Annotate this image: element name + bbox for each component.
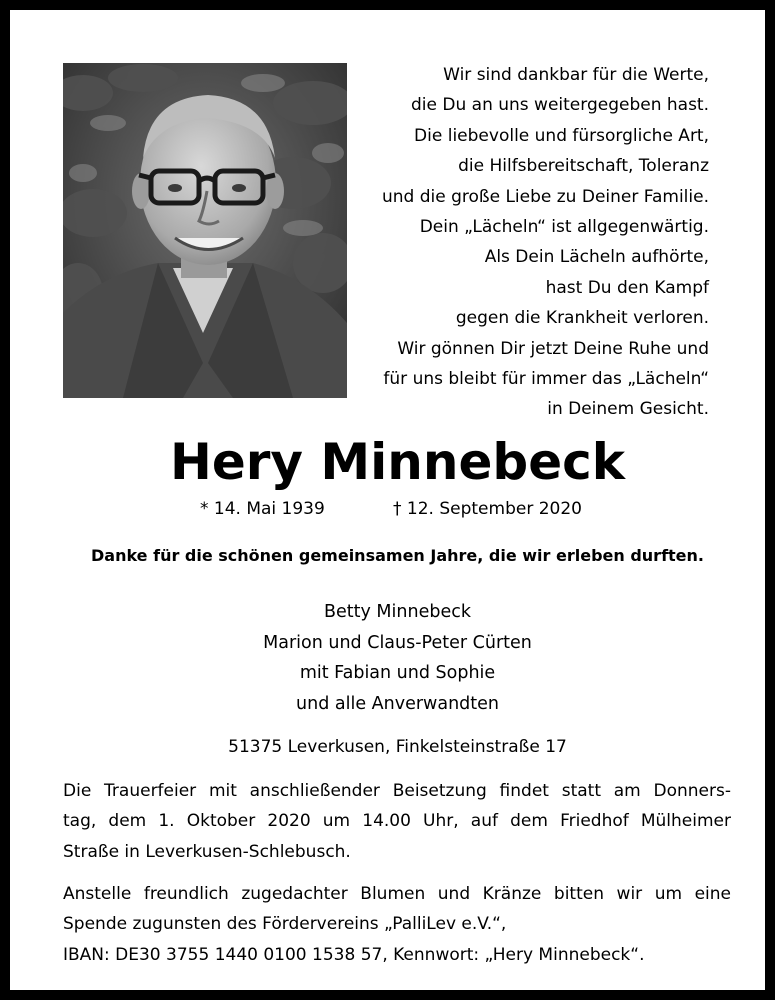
death-date: † 12. September 2020 [393,499,582,519]
poem-line: in Deinem Gesicht. [547,399,709,420]
poem [349,60,709,425]
family-line: Betty Minnebeck [324,602,471,622]
poem-line: Als Dein Lächeln aufhörte, [484,247,709,268]
poem-line: Wir gönnen Dir jetzt Deine Ruhe und [397,338,709,359]
deceased-name: Hery Minnebeck [169,433,625,491]
donation-info [63,879,731,970]
thanks-line: Danke für die schönen gemeinsamen Jahre, die wir erleben durften. [91,546,704,565]
ceremony-line: Die Trauerfeier mit anschließender Beisetzung findet statt am Donners- [63,781,731,801]
address: 51375 Leverkusen, Finkelsteinstraße 17 [228,737,567,757]
birth-date: * 14. Mai 1939 [200,499,325,519]
poem-line: die Hilfsbereitschaft, Toleranz [458,156,709,177]
donation-line: Spende zugunsten des Fördervereins „PalliLev e.V.“, [63,914,507,935]
family-line: mit Fabian und Sophie [299,663,496,683]
poem-line: Die liebevolle und fürsorgliche Art, [414,125,709,146]
ceremony-line: Straße in Leverkusen-Schlebusch. [63,841,351,862]
poem-line: Dein „Lächeln“ ist allgegenwärtig. [419,216,709,237]
donation-line: IBAN: DE30 3755 1440 0100 1538 57, Kennwort: „Hery Minnebeck“. [63,944,645,965]
ceremony-line: tag, dem 1. Oktober 2020 um 14.00 Uhr, auf dem Friedhof Mülheimer [63,811,731,832]
poem-line: hast Du den Kampf [545,277,709,298]
donation-line: Anstelle freundlich zugedachter Blumen und Kränze bitten wir um eine [63,884,731,904]
poem-line: die Du an uns weitergegeben hast. [411,95,709,116]
family-names [10,597,775,719]
family-line: Marion und Claus-Peter Cürten [263,632,532,653]
portrait-photo [63,63,347,398]
poem-line: Wir sind dankbar für die Werte, [443,65,709,85]
portrait-image [63,63,347,398]
poem-line: für uns bleibt für immer das „Lächeln“ [383,368,709,389]
poem-line: gegen die Krankheit verloren. [455,308,709,329]
family-line: und alle Anverwandten [296,693,499,714]
poem-line: und die große Liebe zu Deiner Familie. [381,186,709,207]
ceremony-info [63,776,731,867]
